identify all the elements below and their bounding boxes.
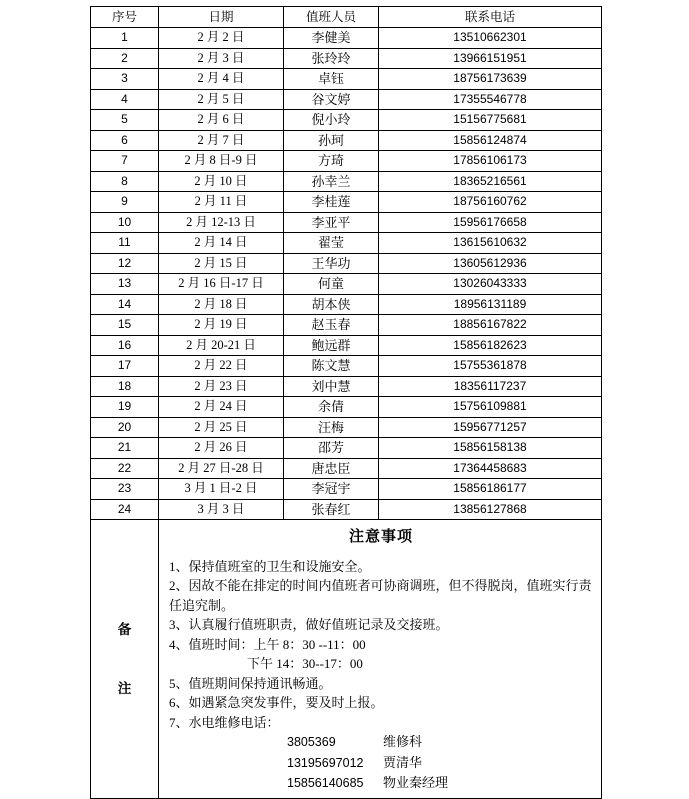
- repair-contact-number: 13195697012: [287, 755, 364, 770]
- cell-phone: 13605612936: [379, 253, 602, 274]
- cell-phone: 18365216561: [379, 171, 602, 192]
- cell-index: 17: [91, 356, 159, 377]
- cell-person: 方琦: [284, 151, 379, 172]
- repair-contact-list: [169, 732, 593, 794]
- remarks-row: [91, 520, 602, 799]
- table-header-row: [91, 7, 602, 28]
- table-row: [91, 335, 602, 356]
- cell-date: 2 月 4 日: [159, 69, 284, 90]
- table-row: [91, 69, 602, 90]
- cell-index: 9: [91, 192, 159, 213]
- repair-contact-name: 物业秦经理: [383, 775, 449, 790]
- table-footer: [91, 520, 602, 799]
- cell-index: 6: [91, 130, 159, 151]
- cell-phone: 18856167822: [379, 315, 602, 336]
- cell-person: 李桂莲: [284, 192, 379, 213]
- cell-person: 陈文慧: [284, 356, 379, 377]
- cell-date: 3 月 1 日-2 日: [159, 479, 284, 500]
- repair-contact-name: 贾清华: [383, 754, 423, 770]
- note-line-4: 4、值班时间：上午 8：30 --11：00: [169, 636, 366, 652]
- repair-contact-name: 维修科: [383, 734, 423, 749]
- cell-date: 2 月 15 日: [159, 253, 284, 274]
- cell-date: 2 月 20-21 日: [159, 335, 284, 356]
- table-row: [91, 48, 602, 69]
- cell-phone: 13026043333: [379, 274, 602, 295]
- duty-roster-table: [90, 6, 602, 799]
- table-header: [91, 7, 602, 28]
- table-row: [91, 151, 602, 172]
- cell-person: 倪小玲: [284, 110, 379, 131]
- table-row: [91, 438, 602, 459]
- cell-person: 李亚平: [284, 212, 379, 233]
- cell-person: 刘中慧: [284, 376, 379, 397]
- cell-phone: 15956771257: [379, 417, 602, 438]
- cell-phone: 18756173639: [379, 69, 602, 90]
- cell-phone: 13966151951: [379, 48, 602, 69]
- cell-date: 2 月 14 日: [159, 233, 284, 254]
- column-header-person: 值班人员: [284, 7, 379, 28]
- cell-index: 18: [91, 376, 159, 397]
- cell-date: 2 月 12-13 日: [159, 212, 284, 233]
- cell-person: 李健美: [284, 28, 379, 49]
- cell-phone: 13510662301: [379, 28, 602, 49]
- cell-person: 余倩: [284, 397, 379, 418]
- cell-date: 2 月 5 日: [159, 89, 284, 110]
- cell-phone: 17355546778: [379, 89, 602, 110]
- column-header-phone: 联系电话: [379, 7, 602, 28]
- cell-index: 14: [91, 294, 159, 315]
- table-row: [91, 315, 602, 336]
- cell-date: 2 月 18 日: [159, 294, 284, 315]
- table-row: [91, 294, 602, 315]
- remarks-label-cell: [91, 520, 159, 799]
- cell-index: 8: [91, 171, 159, 192]
- cell-person: 谷文婷: [284, 89, 379, 110]
- cell-index: 1: [91, 28, 159, 49]
- table-row: [91, 253, 602, 274]
- cell-person: 李冠宇: [284, 479, 379, 500]
- cell-index: 5: [91, 110, 159, 131]
- cell-date: 3 月 3 日: [159, 499, 284, 520]
- cell-index: 21: [91, 438, 159, 459]
- cell-person: 邵芳: [284, 438, 379, 459]
- cell-index: 3: [91, 69, 159, 90]
- cell-date: 2 月 19 日: [159, 315, 284, 336]
- cell-phone: 18956131189: [379, 294, 602, 315]
- table-row: [91, 130, 602, 151]
- remarks-label-char-bei: 备: [117, 621, 132, 637]
- cell-date: 2 月 3 日: [159, 48, 284, 69]
- table-row: [91, 376, 602, 397]
- cell-index: 10: [91, 212, 159, 233]
- cell-person: 鲍远群: [284, 335, 379, 356]
- cell-phone: 18756160762: [379, 192, 602, 213]
- table-row: [91, 171, 602, 192]
- cell-person: 胡本侠: [284, 294, 379, 315]
- column-header-index: 序号: [91, 7, 159, 28]
- cell-index: 20: [91, 417, 159, 438]
- cell-phone: 13856127868: [379, 499, 602, 520]
- repair-contact-row: [169, 732, 593, 753]
- cell-index: 4: [91, 89, 159, 110]
- table-body: [91, 28, 602, 520]
- note-line-afternoon-time: 下午 14：30--17：00: [247, 656, 363, 671]
- note-line-3: 3、认真履行值班职责，做好值班记录及交接班。: [169, 617, 449, 632]
- cell-date: 2 月 6 日: [159, 110, 284, 131]
- cell-index: 23: [91, 479, 159, 500]
- table-row: [91, 212, 602, 233]
- cell-phone: 17856106173: [379, 151, 602, 172]
- notes-lines-after: [169, 674, 593, 733]
- cell-phone: 15756109881: [379, 397, 602, 418]
- cell-index: 19: [91, 397, 159, 418]
- repair-contact-number: 15856140685: [287, 776, 364, 790]
- cell-date: 2 月 27 日-28 日: [159, 458, 284, 479]
- cell-person: 何童: [284, 274, 379, 295]
- cell-phone: 15755361878: [379, 356, 602, 377]
- table-row: [91, 192, 602, 213]
- note-line-1: 1、保持值班室的卫生和设施安全。: [169, 558, 371, 574]
- cell-phone: 13615610632: [379, 233, 602, 254]
- cell-person: 卓钰: [284, 69, 379, 90]
- table-row: [91, 499, 602, 520]
- cell-phone: 15856158138: [379, 438, 602, 459]
- table-row: [91, 356, 602, 377]
- table-row: [91, 28, 602, 49]
- cell-phone: 15156775681: [379, 110, 602, 131]
- cell-date: 2 月 23 日: [159, 376, 284, 397]
- cell-person: 张玲玲: [284, 48, 379, 69]
- cell-date: 2 月 25 日: [159, 417, 284, 438]
- cell-person: 孙珂: [284, 130, 379, 151]
- note-line-after-1: 5、值班期间保持通讯畅通。: [169, 675, 332, 691]
- cell-person: 唐忠臣: [284, 458, 379, 479]
- table-row: [91, 479, 602, 500]
- cell-index: 7: [91, 151, 159, 172]
- cell-date: 2 月 8 日-9 日: [159, 151, 284, 172]
- table-row: [91, 89, 602, 110]
- table-row: [91, 417, 602, 438]
- cell-date: 2 月 22 日: [159, 356, 284, 377]
- cell-index: 13: [91, 274, 159, 295]
- note-line-2: 2、因故不能在排定的时间内值班者可协商调班，但不得脱岗，值班实行责任追究制。: [169, 578, 592, 613]
- table-row: [91, 458, 602, 479]
- cell-person: 翟莹: [284, 233, 379, 254]
- cell-phone: 15956176658: [379, 212, 602, 233]
- repair-contact-row: [169, 753, 593, 774]
- cell-phone: 15856186177: [379, 479, 602, 500]
- column-header-date: 日期: [159, 7, 284, 28]
- cell-date: 2 月 11 日: [159, 192, 284, 213]
- cell-index: 16: [91, 335, 159, 356]
- cell-index: 2: [91, 48, 159, 69]
- cell-phone: 18356117237: [379, 376, 602, 397]
- cell-index: 22: [91, 458, 159, 479]
- remarks-content-cell: [159, 520, 602, 799]
- cell-date: 2 月 16 日-17 日: [159, 274, 284, 295]
- cell-index: 11: [91, 233, 159, 254]
- remarks-label-char-zhu: 注: [117, 681, 132, 696]
- cell-index: 24: [91, 499, 159, 520]
- notes-block: [159, 520, 601, 798]
- cell-phone: 17364458683: [379, 458, 602, 479]
- table-row: [91, 110, 602, 131]
- cell-date: 2 月 24 日: [159, 397, 284, 418]
- cell-index: 12: [91, 253, 159, 274]
- notes-lines: [169, 557, 593, 655]
- cell-index: 15: [91, 315, 159, 336]
- cell-person: 赵玉春: [284, 315, 379, 336]
- notes-title: 注意事项: [348, 529, 413, 545]
- cell-date: 2 月 7 日: [159, 130, 284, 151]
- table-row: [91, 397, 602, 418]
- note-line-after-3: 7、水电维修电话：: [169, 714, 280, 730]
- repair-contact-number: 3805369: [287, 735, 336, 749]
- cell-person: 孙幸兰: [284, 171, 379, 192]
- cell-date: 2 月 26 日: [159, 438, 284, 459]
- cell-person: 汪梅: [284, 417, 379, 438]
- cell-phone: 15856182623: [379, 335, 602, 356]
- cell-person: 王华功: [284, 253, 379, 274]
- repair-contact-row: [169, 773, 593, 794]
- cell-date: 2 月 10 日: [159, 171, 284, 192]
- note-line-after-2: 6、如遇紧急突发事件，要及时上报。: [169, 695, 384, 710]
- table-row: [91, 233, 602, 254]
- cell-date: 2 月 2 日: [159, 28, 284, 49]
- table-row: [91, 274, 602, 295]
- cell-phone: 15856124874: [379, 130, 602, 151]
- cell-person: 张春红: [284, 499, 379, 520]
